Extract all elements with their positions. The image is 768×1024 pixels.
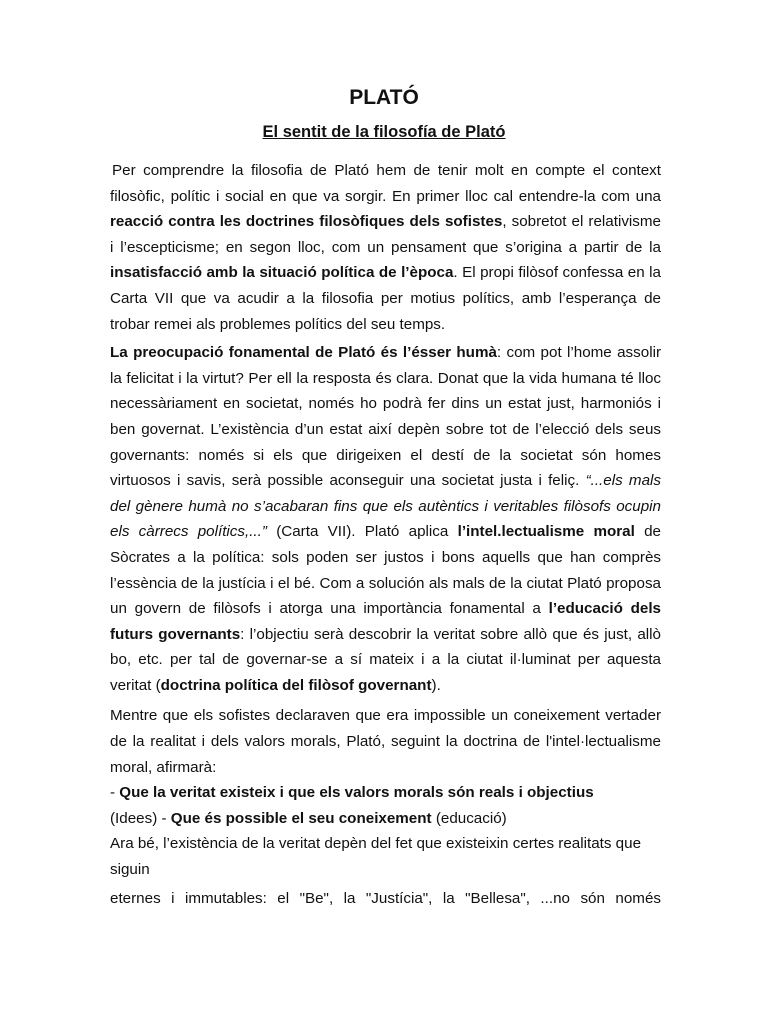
text-run: . El propi filòsof confessa en la Carta VII que va acudir a la filosofia per motius polítics, amb l’esperança de trobar remei als problemes polítics del seu temps. xyxy=(110,264,661,333)
paragraph-2 xyxy=(110,340,661,698)
page-title: PLATÓ xyxy=(349,86,419,109)
bold-text: Que és possible el seu coneixement xyxy=(170,809,432,827)
bold-text: l’educació dels futurs governants xyxy=(110,600,661,643)
paragraph-4 xyxy=(110,831,661,882)
bold-text: l’intel.lectualisme moral xyxy=(457,523,635,541)
text-run: : l’objectiu serà descobrir la veritat sobre allò que és just, allò bo, etc. per tal de governar-se a sí mateix i a la ciutat il·luminat per aquesta veritat ( xyxy=(110,625,661,694)
text-run: (educació) xyxy=(431,809,507,827)
text-run: Mentre que els sofistes declaraven que era impossible un coneixement vertader de la realitat i dels valors morals, Plató, seguint la doctrina de l'intel·lectualisme moral, afirmarà: xyxy=(110,707,661,776)
bold-text: doctrina política del filòsof governant xyxy=(160,676,432,694)
page-subtitle: El sentit de la filosofía de Plató xyxy=(262,123,506,141)
bold-text: insatisfacció amb la situació política de l’època xyxy=(110,264,454,282)
text-run: Ara bé, l’existència de la veritat depèn del fet que existeixin certes realitats que siguin xyxy=(110,835,642,879)
document-body xyxy=(110,158,661,911)
bold-text: Que la veritat existeix i que els valors morals són reals i objectius xyxy=(119,784,594,802)
text-run: de Sòcrates a la política: sols poden ser justos i bons aquells que han comprès l’essència de la justícia i el bé. Com a solución als mals de la ciutat Plató proposa un govern de filòsofs i atorga una importància fonamental a xyxy=(110,523,661,618)
text-run: eternes i immutables: el "Be", la "Justícia", la "Bellesa", ...no són només xyxy=(110,889,661,907)
list-item-1 xyxy=(110,780,661,806)
bold-text: La preocupació fonamental de Plató és l’ésser humà xyxy=(110,344,497,362)
text-run: , sobretot el relativisme i l’escepticisme; en segon lloc, com un pensament que s’origina a partir de la xyxy=(110,213,661,256)
text-run: Per comprendre la filosofia de Plató hem de tenir molt en compte el context filosòfic, polític i social en que va sorgir. En primer lloc cal entendre-la com una xyxy=(110,162,661,205)
paragraph-5 xyxy=(110,886,661,912)
text-run: - xyxy=(110,784,120,802)
paragraph-3 xyxy=(110,703,661,780)
text-run: (Carta VII). Plató aplica xyxy=(266,523,458,541)
text-run: (Idees) - xyxy=(110,809,171,827)
bold-text: reacció contra les doctrines filosòfiques dels sofistes xyxy=(110,213,503,231)
text-run: : com pot l’home assolir la felicitat i la virtut? Per ell la resposta és clara. Donat que la vida humana té lloc necessàriament en societat, només ho podrà fer dins un estat just, harmoniós i ben governat. L’existència d’un estat així depèn sobre tot de l’elecció dels seus governants: només si els que dirigeixen el destí de la societat són homes virtuosos i savis, serà possible aconseguir una societat justa i feliç. xyxy=(110,344,661,490)
paragraph-1 xyxy=(110,158,661,337)
italic-quote: “...els mals del gènere humà no s’acabaran fins que els autèntics i veritables filòsofs ocupin els càrrecs polítics,...” xyxy=(110,472,662,541)
list-item-2 xyxy=(110,806,661,832)
text-run: ). xyxy=(431,676,441,694)
